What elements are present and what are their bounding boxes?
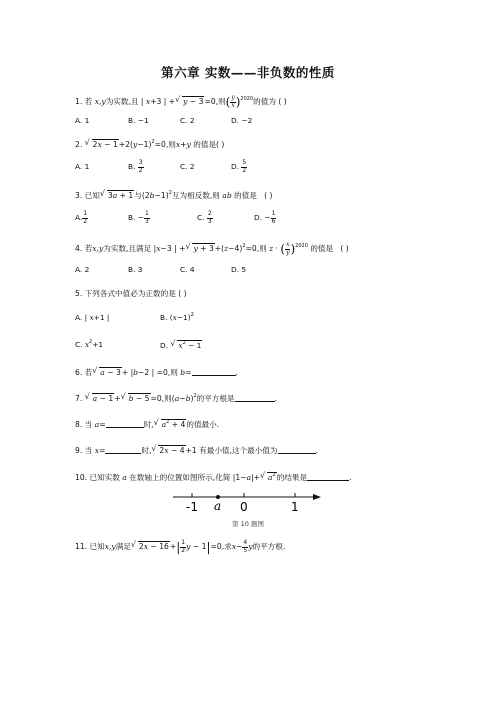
q2-text4: 的值是( ) bbox=[193, 140, 225, 149]
question-7: 7. √ a − 1+ √ b − 5=0,则$(a-b)^2$的平方根是 . bbox=[75, 392, 278, 403]
q5-option-a: A. | x+1 | bbox=[75, 313, 110, 322]
point-a bbox=[216, 495, 220, 499]
q3-paren: ( ) bbox=[264, 191, 273, 200]
q1-option-a: A. 1 bbox=[75, 116, 90, 125]
q1-vars: x,y bbox=[94, 97, 106, 106]
q3-text2: −1) bbox=[154, 191, 169, 200]
q2-text2: −1) bbox=[137, 140, 152, 149]
q11-text3: 的平方根. bbox=[252, 542, 286, 551]
label-0: 0 bbox=[240, 500, 248, 514]
q1-text2: =0,则 bbox=[204, 97, 226, 106]
answer-blank[interactable] bbox=[106, 419, 144, 428]
q9-label: 9. 当 bbox=[75, 446, 93, 455]
q2-option-b: B. $\frac{3}{2}$ bbox=[128, 159, 143, 174]
q3-label: 3. 已知 bbox=[75, 191, 100, 200]
answer-blank[interactable] bbox=[192, 367, 236, 376]
answer-blank[interactable] bbox=[278, 445, 316, 454]
q1-label: 1. 若 bbox=[75, 97, 93, 106]
q4-text2: −3 | + bbox=[160, 244, 186, 253]
question-3: 3. 已知 √ 3a + 1与$(2b-1)^2$互为相反数,则 ab 的值是 ( ) bbox=[75, 189, 273, 200]
q2-option-c: C. 2 bbox=[180, 162, 195, 171]
q4-text4: −4) bbox=[228, 244, 243, 253]
q3-text1: 与(2 bbox=[134, 191, 150, 200]
q4-text3: +( bbox=[214, 244, 225, 253]
q1-option-b: B. −1 bbox=[128, 116, 149, 125]
q4-option-c: C. 4 bbox=[180, 265, 195, 274]
q8-text2: 时, bbox=[143, 420, 154, 429]
q4-vars: x,y bbox=[92, 244, 104, 253]
q7-text3: 的平方根是 bbox=[196, 394, 235, 403]
q1-option-c: C. 2 bbox=[180, 116, 195, 125]
q11-vars: x,y bbox=[104, 542, 116, 551]
q10-text3: 的结果是 bbox=[276, 473, 308, 482]
q6-label: 6. 若 bbox=[75, 368, 93, 377]
answer-blank[interactable] bbox=[307, 472, 352, 482]
question-2: 2. √ $2x - 1+2(y-1)^2=0$,则x+y 的值是( ) bbox=[75, 138, 225, 149]
question-11: 11. 已知x,y满足 √ 2x − 16+| $\frac{1}{2}$ y − 1|=0,求x− $\frac{4}{5}$ y的平方根. bbox=[75, 539, 286, 554]
q2-option-d: D. $\frac{5}{2}$ bbox=[231, 159, 247, 174]
answer-blank[interactable] bbox=[105, 445, 141, 454]
q8-text1: = bbox=[99, 420, 106, 429]
q1-paren: ( ) bbox=[278, 97, 287, 106]
q10-text1: 在数轴上的位置如图所示,化简 |1− bbox=[129, 473, 247, 482]
q9-text1: = bbox=[98, 446, 106, 455]
q2-option-a: A. 1 bbox=[75, 162, 90, 171]
q5-option-d: D. √ $x^2 - 1$ bbox=[160, 339, 202, 350]
label-neg1: -1 bbox=[186, 500, 198, 514]
q4-option-d: D. 5 bbox=[231, 265, 247, 274]
q6-text1: + | bbox=[121, 368, 134, 377]
q9-text2: 时, bbox=[141, 446, 152, 455]
q6-end: . bbox=[235, 368, 238, 377]
page-title: 第六章 实数——非负数的性质 bbox=[161, 65, 335, 80]
q11-label: 11. 已知 bbox=[75, 542, 105, 551]
q3-text4: 的值是 bbox=[234, 191, 257, 200]
q3-text3: 互为相反数,则 bbox=[171, 191, 220, 200]
q2-text1: +2( bbox=[118, 140, 134, 149]
q1-exp: 2020 bbox=[240, 96, 254, 102]
figure-caption: 第 10 题图 bbox=[232, 520, 264, 528]
q10-end: . bbox=[349, 473, 352, 482]
question-10: 10. 已知实数 a 在数轴上的位置如图所示,化简 |1−a|+ √ $a^2$的结果是 . bbox=[75, 471, 352, 482]
q8-text3: 的值最小. bbox=[186, 420, 220, 429]
question-8: 8. 当 a= 时, √ $a^2 + 4$的值最小. bbox=[75, 418, 220, 429]
q2-text3: =0,则 bbox=[154, 140, 176, 149]
q8-label: 8. 当 bbox=[75, 420, 93, 429]
q4-exp: 2020 bbox=[295, 243, 308, 249]
q4-text6: 的值是 bbox=[310, 244, 334, 253]
q3-option-b: B. − $\frac{1}{3}$ bbox=[128, 210, 149, 225]
q4-text5: =0,则 bbox=[245, 244, 267, 253]
q3-option-d: D. − $\frac{1}{6}$ bbox=[254, 210, 276, 225]
q1-option-d: D. −2 bbox=[231, 116, 253, 125]
label-a: a bbox=[214, 499, 222, 513]
q2-label: 2. bbox=[75, 140, 83, 149]
q4-option-a: A. 2 bbox=[75, 265, 90, 274]
q7-end: . bbox=[274, 394, 278, 403]
question-1: 1. 若 x,y为实数,且 | x+3 | + √ y − 3=0,则( $\frac{y}{x}$ )$^{2020}$的值为 ( ) bbox=[75, 94, 287, 109]
q10-text2: |+ bbox=[251, 473, 261, 482]
sqrt: √ y − 3 bbox=[175, 95, 204, 106]
q5-option-c: C. $x^2+1$ bbox=[75, 339, 104, 349]
q9-text3: +1 有最小值,这个最小值为 bbox=[185, 446, 278, 455]
q1-text3: 的值为 bbox=[253, 97, 276, 106]
q4-label: 4. 若 bbox=[75, 244, 93, 253]
q7-text2: ) bbox=[190, 394, 194, 403]
q3-option-c: C. $\frac{2}{3}$ bbox=[197, 210, 212, 225]
q4-text1: 为实数,且满足 | bbox=[103, 244, 157, 253]
question-9: 9. 当 x= 时, √ 2x − 4+1 有最小值,这个最小值为 . bbox=[75, 444, 318, 455]
q10-label: 10. 已知实数 bbox=[75, 473, 120, 482]
question-6: 6. 若 √ a − 3+ |b−2 | =0,则 b= . bbox=[75, 366, 238, 377]
answer-blank[interactable] bbox=[235, 393, 278, 403]
q5-option-b: B. $(x-1)^2$ bbox=[160, 312, 194, 322]
q4-option-b: B. 3 bbox=[128, 265, 143, 274]
q6-text2: −2 | =0,则 bbox=[138, 368, 178, 377]
label-1: 1 bbox=[291, 500, 299, 514]
q7-label: 7. bbox=[75, 394, 83, 403]
q9-end: . bbox=[315, 446, 318, 455]
arrow-right-icon bbox=[313, 494, 321, 500]
q6-text3: = bbox=[185, 368, 192, 377]
question-5: 5. 下列各式中值必为正数的是 ( ) bbox=[75, 289, 187, 298]
q1-text: 为实数,且 bbox=[105, 97, 139, 106]
q11-text2: =0,求 bbox=[210, 542, 232, 551]
question-4: 4. 若x,y为实数,且满足 |x−3 | + √ $y + 3+(z-4)^2=0$,则 z · ( $\frac{x}{y}$ )$^{2020}$ 的值是 ( ) bbox=[75, 241, 349, 256]
q3-option-a: A. $\frac{1}{2}$ bbox=[75, 210, 88, 225]
q7-text1: =0,则( bbox=[150, 394, 175, 403]
q4-paren: ( ) bbox=[340, 244, 349, 253]
q11-text1: 满足 bbox=[115, 542, 131, 551]
